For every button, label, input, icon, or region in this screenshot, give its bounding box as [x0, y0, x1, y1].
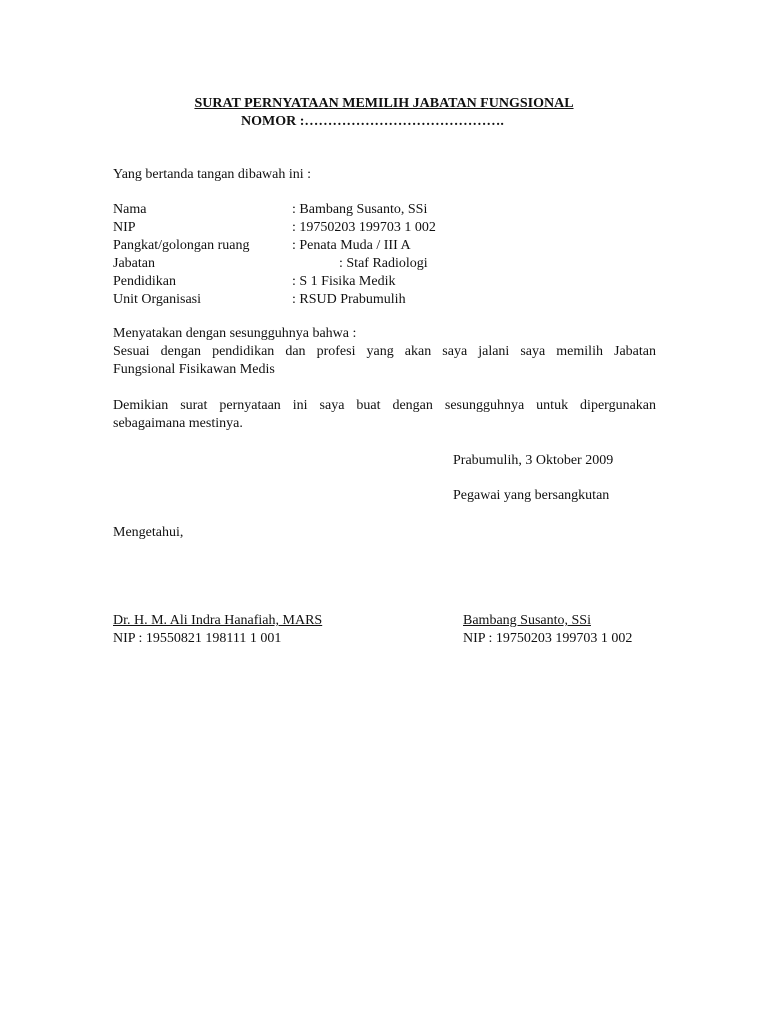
signer-left-nip: NIP : 19550821 198111 1 001 — [113, 631, 282, 646]
statement-intro: Menyatakan dengan sesungguhnya bahwa : — [113, 326, 357, 341]
field-label-nama: Nama — [113, 202, 147, 217]
field-label-nip: NIP — [113, 220, 136, 235]
employee-label: Pegawai yang bersangkutan — [453, 488, 610, 503]
statement-line-1: Sesuai dengan pendidikan dan profesi yang akan saya jalani saya memilih Jabatan — [113, 344, 656, 359]
signer-left-name: Dr. H. M. Ali Indra Hanafiah, MARS — [113, 613, 323, 628]
field-value-nip: : 19750203 199703 1 002 — [292, 220, 436, 235]
field-value-nama: : Bambang Susanto, SSi — [292, 202, 428, 217]
closing-line-2: sebagaimana mestinya. — [113, 416, 243, 431]
signer-right-name: Bambang Susanto, SSi — [463, 613, 591, 628]
acknowledged-label: Mengetahui, — [113, 525, 184, 540]
field-value-jabatan: : Staf Radiologi — [339, 256, 428, 271]
document-number: NOMOR :……………………………………. — [241, 114, 504, 129]
field-label-jabatan: Jabatan — [113, 256, 155, 271]
signer-right-nip: NIP : 19750203 199703 1 002 — [463, 631, 633, 646]
place-date: Prabumulih, 3 Oktober 2009 — [453, 453, 614, 468]
field-label-pendidikan: Pendidikan — [113, 274, 176, 289]
field-value-pendidikan: : S 1 Fisika Medik — [292, 274, 396, 289]
intro-text: Yang bertanda tangan dibawah ini : — [113, 167, 312, 182]
statement-paragraph — [113, 343, 656, 379]
document-title: SURAT PERNYATAAN MEMILIH JABATAN FUNGSIONAL — [194, 96, 574, 111]
field-label-pangkat: Pangkat/golongan ruang — [113, 238, 250, 253]
closing-line-1: Demikian surat pernyataan ini saya buat dengan sesungguhnya untuk dipergunakan — [113, 398, 656, 413]
field-value-unit: : RSUD Prabumulih — [292, 292, 406, 307]
field-label-unit: Unit Organisasi — [113, 292, 202, 307]
statement-line-2: Fungsional Fisikawan Medis — [113, 362, 275, 377]
field-value-pangkat: : Penata Muda / III A — [292, 238, 411, 253]
closing-paragraph — [113, 397, 656, 433]
